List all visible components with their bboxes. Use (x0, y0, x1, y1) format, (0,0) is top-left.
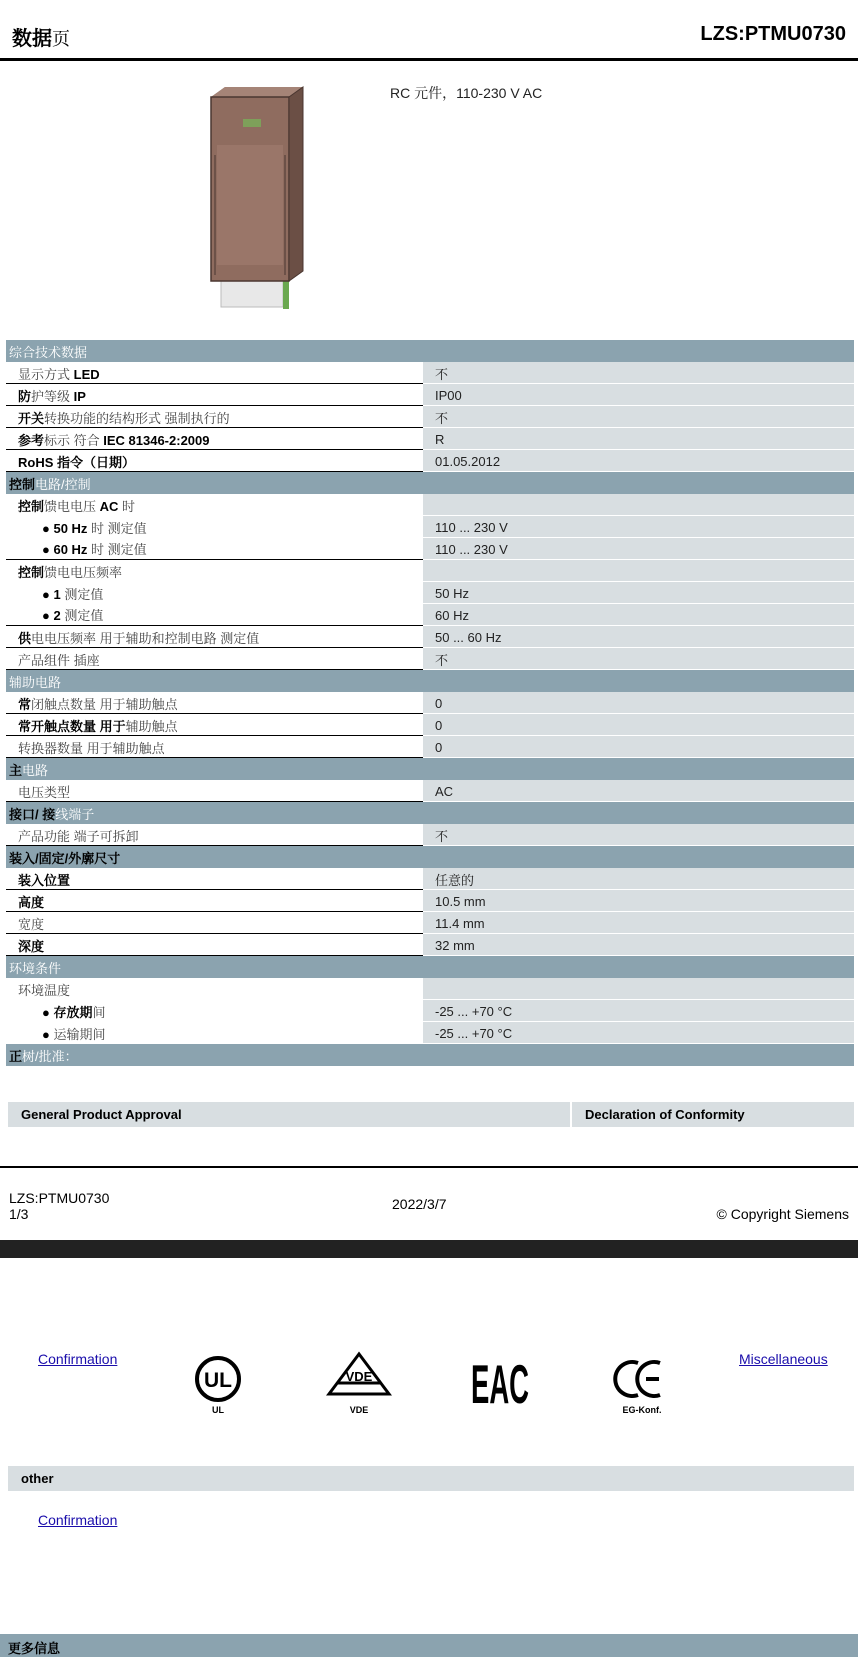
spec-row (6, 406, 854, 428)
spec-label: ● 运输期间 (6, 1022, 423, 1044)
spec-value: -25 ... +70 °C (423, 1000, 854, 1022)
spec-row (6, 912, 854, 934)
spec-value: 0 (423, 714, 854, 736)
svg-text:UL: UL (212, 1405, 224, 1415)
spec-value: 不 (423, 406, 854, 428)
declaration-heading: Declaration of Conformity (585, 1107, 745, 1122)
spec-label: ● 50 Hz 时 测定值 (6, 516, 423, 538)
spec-row (6, 428, 854, 450)
spec-value: R (423, 428, 854, 450)
spec-row (6, 890, 854, 912)
product-image (203, 85, 315, 325)
spec-value (423, 560, 854, 582)
ce-logo-icon (610, 1355, 674, 1415)
spec-label: ● 存放期间 (6, 1000, 423, 1022)
confirmation-link[interactable]: Confirmation (38, 1351, 118, 1367)
spec-value (423, 978, 854, 1000)
spec-row (6, 1022, 854, 1044)
miscellaneous-link[interactable]: Miscellaneous (739, 1351, 828, 1367)
spec-row (6, 780, 854, 802)
section-header: 综合技术数据 (6, 340, 854, 362)
spec-label: 控制馈电电压频率 (6, 560, 423, 582)
spec-row (6, 560, 854, 582)
spec-value: 不 (423, 362, 854, 384)
more-info-header: 更多信息 (0, 1634, 858, 1657)
spec-label: 环境温度 (6, 978, 423, 1000)
ul-logo-icon (192, 1355, 244, 1415)
spec-label: 控制馈电电压 AC 时 (6, 494, 423, 516)
svg-text:EG-Konf.: EG-Konf. (622, 1405, 662, 1415)
spec-row (6, 604, 854, 626)
eac-logo-icon (469, 1353, 531, 1415)
section-header: 装入/固定/外廓尺寸 (6, 846, 854, 869)
section-header: 环境条件 (6, 956, 854, 979)
spec-label: 开关转换功能的结构形式 强制执行的 (6, 406, 423, 428)
other-confirmation-link[interactable]: Confirmation (38, 1512, 118, 1528)
spec-row (6, 494, 854, 516)
footer-date: 2022/3/7 (392, 1196, 447, 1212)
spec-row (6, 516, 854, 538)
spec-value: 0 (423, 692, 854, 714)
column-divider (570, 1102, 572, 1127)
spec-label: 显示方式 LED (6, 362, 423, 384)
spec-row (6, 934, 854, 956)
part-number: LZS:PTMU0730 (700, 23, 846, 45)
section-header: 正树/批准： (6, 1044, 854, 1067)
spec-row (6, 824, 854, 846)
spec-value: 11.4 mm (423, 912, 854, 934)
spec-row (6, 736, 854, 758)
spec-label: ● 1 测定值 (6, 582, 423, 604)
vde-logo-icon (326, 1350, 392, 1416)
spec-value (423, 494, 854, 516)
spec-value: 50 ... 60 Hz (423, 626, 854, 648)
spec-label: ● 2 测定值 (6, 604, 423, 626)
spec-row (6, 648, 854, 670)
spec-value: 不 (423, 648, 854, 670)
spec-label: 供电电压频率 用于辅助和控制电路 测定值 (6, 626, 423, 648)
page-footer (0, 1166, 858, 1222)
spec-value: 任意的 (423, 868, 854, 890)
spec-value: 0 (423, 736, 854, 758)
spec-row (6, 362, 854, 384)
svg-text:EAC: EAC (471, 1353, 529, 1415)
section-header: 接口/ 接线端子 (6, 802, 854, 825)
spec-label: 参考标示 符合 IEC 81346-2:2009 (6, 428, 423, 450)
spec-label: 产品功能 端子可拆卸 (6, 824, 423, 846)
spec-value: 60 Hz (423, 604, 854, 626)
spec-table (6, 340, 854, 1066)
svg-text:UL: UL (204, 1369, 232, 1392)
section-header: 辅助电路 (6, 670, 854, 693)
spec-label: 装入位置 (6, 868, 423, 890)
spec-value: -25 ... +70 °C (423, 1022, 854, 1044)
spec-value: IP00 (423, 384, 854, 406)
spec-label: 产品组件 插座 (6, 648, 423, 670)
spec-value: 110 ... 230 V (423, 538, 854, 560)
spec-label: RoHS 指令（日期） (6, 450, 423, 472)
spec-row (6, 538, 854, 560)
spec-row (6, 692, 854, 714)
spec-row (6, 582, 854, 604)
spec-label: 电压类型 (6, 780, 423, 802)
spec-row (6, 1000, 854, 1022)
spec-value: 不 (423, 824, 854, 846)
spec-label: ● 60 Hz 时 测定值 (6, 538, 423, 560)
spec-row (6, 450, 854, 472)
spec-value: 01.05.2012 (423, 450, 854, 472)
spec-value: 32 mm (423, 934, 854, 956)
spec-label: 常开触点数量 用于辅助触点 (6, 714, 423, 736)
footer-part-page: LZS:PTMU0730 1/3 (9, 1190, 110, 1222)
spec-value: 10.5 mm (423, 890, 854, 912)
spec-label: 转换器数量 用于辅助触点 (6, 736, 423, 758)
spec-label: 常闭触点数量 用于辅助触点 (6, 692, 423, 714)
footer-copyright: © Copyright Siemens (716, 1206, 849, 1222)
spec-value: 50 Hz (423, 582, 854, 604)
page-title: 数据页 (12, 28, 70, 50)
spec-row (6, 384, 854, 406)
other-section-header: other (8, 1466, 854, 1491)
page-separator (0, 1240, 858, 1258)
product-description: RC 元件，110-230 V AC (390, 85, 543, 101)
spec-row (6, 868, 854, 890)
svg-text:VDE: VDE (349, 1405, 369, 1415)
spec-row (6, 626, 854, 648)
spec-value: 110 ... 230 V (423, 516, 854, 538)
approvals-header (8, 1102, 854, 1127)
general-approval-heading: General Product Approval (21, 1107, 182, 1122)
spec-row (6, 714, 854, 736)
spec-label: 宽度 (6, 912, 423, 934)
svg-text:VDE: VDE (345, 1369, 373, 1384)
spec-row (6, 978, 854, 1000)
spec-label: 深度 (6, 934, 423, 956)
section-header: 主电路 (6, 758, 854, 781)
spec-value: AC (423, 780, 854, 802)
section-header: 控制电路/控制 (6, 472, 854, 495)
spec-label: 防护等级 IP (6, 384, 423, 406)
spec-label: 高度 (6, 890, 423, 912)
page-header (0, 0, 858, 61)
